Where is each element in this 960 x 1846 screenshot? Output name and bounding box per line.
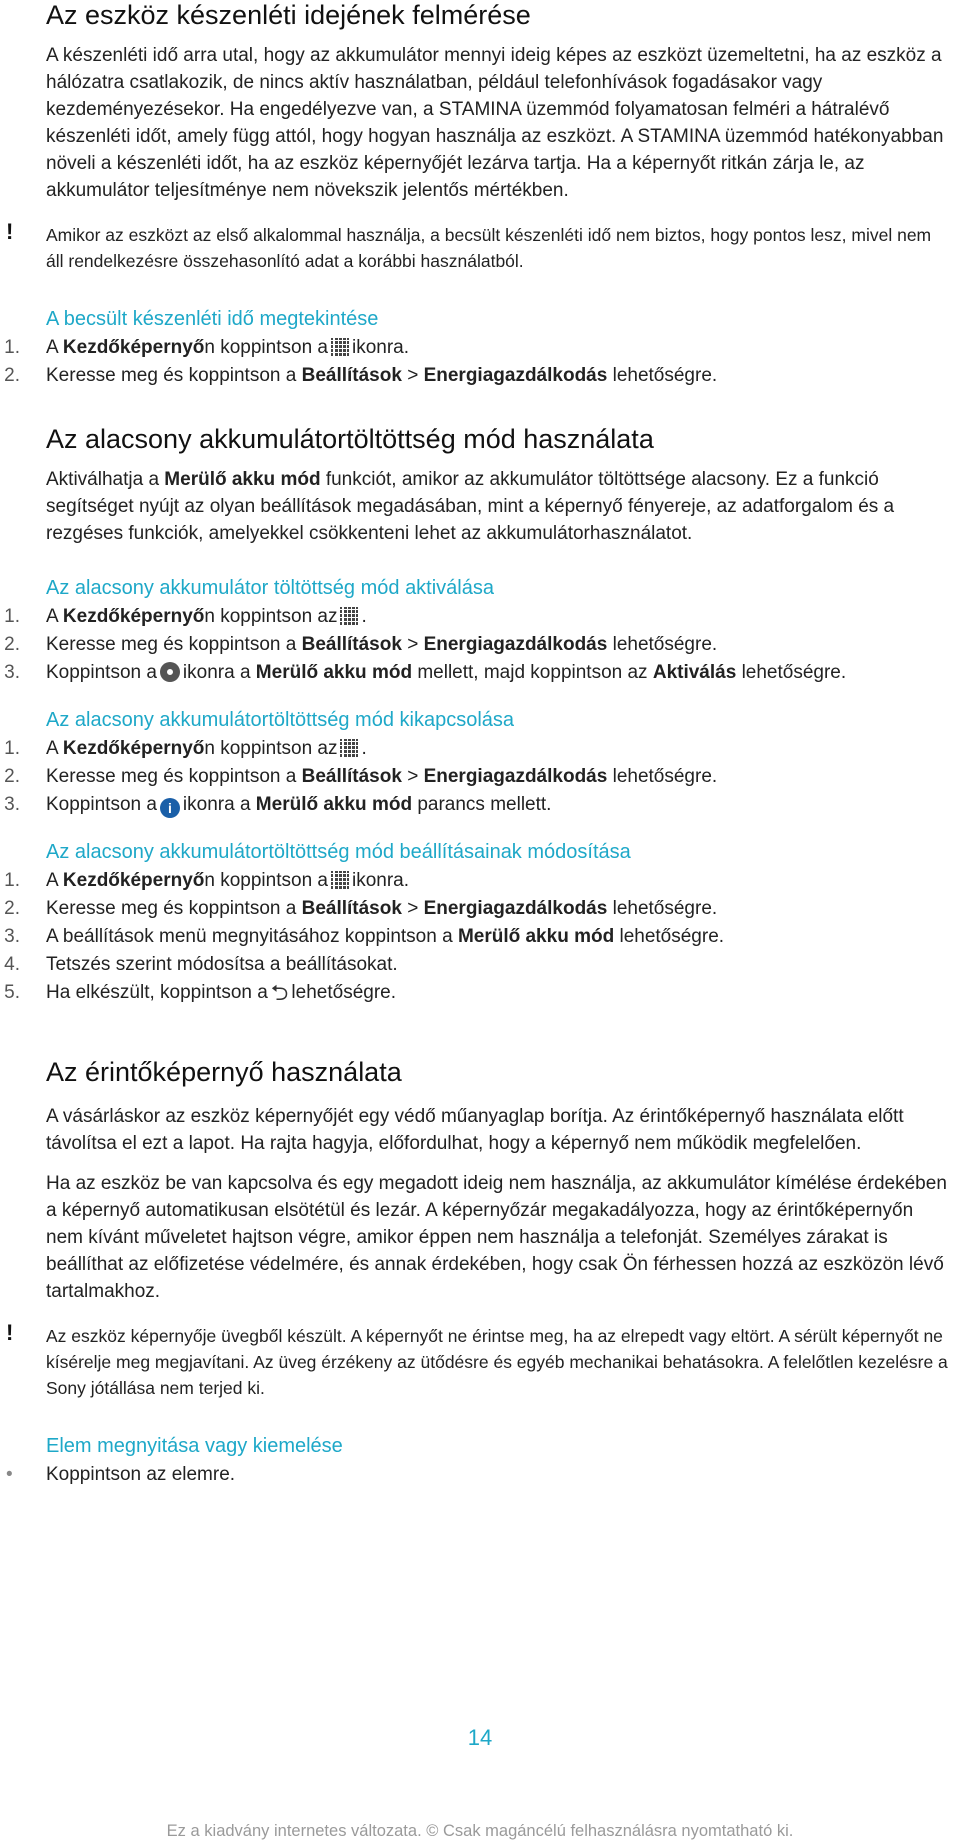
steps-activate: [4, 603, 951, 687]
apps-grid-icon: [340, 607, 358, 625]
apps-grid-icon: [331, 338, 349, 356]
touchscreen-paragraph-1: A vásárláskor az eszköz képernyőjét egy védő műanyaglap borítja. Az érintőképernyő használata előtt távolítsa el ezt a lapot. Ha rajta hagyja, előfordulhat, hogy a képernyő nem működik megfelelően.: [46, 1106, 904, 1154]
bullet-list: [6, 1461, 951, 1489]
step-item: 1. A Kezdőképernyőn koppintson az .: [4, 738, 367, 759]
step-item: 2. Keresse meg és koppintson a Beállítások > Energiagazdálkodás lehetőségre.: [4, 898, 718, 919]
warning-icon: !: [6, 219, 14, 244]
step-item: 3. Koppintson a ikonra a Merülő akku mód mellett, majd koppintson az Aktiválás lehetőségre.: [4, 662, 847, 683]
steps-deactivate: [4, 735, 951, 819]
standby-note-text: Amikor az eszközt az első alkalommal használja, a becsült készenléti idő nem biztos, hogy pontos lesz, mivel nem áll rendelkezésre összehasonlító adat a korábbi használatból.: [46, 225, 932, 271]
step-item: 3. A beállítások menü megnyitásához koppintson a Merülő akku mód lehetőségre.: [4, 926, 725, 947]
section-title-low-battery: Az alacsony akkumulátortöltöttség mód használata: [46, 424, 654, 454]
steps-view-standby: [4, 334, 951, 390]
touchscreen-paragraph-2: Ha az eszköz be van kapcsolva és egy megadott ideig nem használja, az akkumulátor kímélése érdekében a képernyő automatikusan elsötétül és lezár. A képernyőzár megakadályozza, hogy az érintőképernyőn nem kívánt műveletet hajtson végre, amikor éppen nem használja a telefonját. Személyes zárakat is beállíthat az előfizetése védelmére, és annak érdekében, hogy csak Ön férhessen hozzá az eszközön lévő tartalmakhoz.: [46, 1173, 947, 1302]
page-number: 14: [467, 1725, 493, 1750]
bullet-mark: •: [6, 1464, 13, 1485]
step-item: 1. A Kezdőképernyőn koppintson a ikonra.: [4, 337, 410, 358]
page-content: [4, 0, 951, 1489]
list-item: • Koppintson az elemre.: [46, 1461, 951, 1489]
standby-paragraph: A készenléti idő arra utal, hogy az akkumulátor mennyi ideig képes az eszközt üzemeltetni, ha az eszköz a hálózatra csatlakozik, de nincs aktív használatban, például telefonhívások fogadásakor vagy kezdeményezésekor. Ha engedélyezve van, a STAMINA üzemmód folyamatosan felméri a hátralévő készenléti időt, amely függ attól, hogy hogyan használja az eszközt. A STAMINA üzemmód hatékonyabban növeli a készenléti időt, ha az eszköz képernyőjét lezárva tartja. Ha a képernyőt ritkán zárja le, az akkumulátor teljesítménye nem növekszik jelentős mértékben.: [46, 45, 944, 201]
subsection-title-activate: Az alacsony akkumulátor töltöttség mód aktiválása: [46, 577, 494, 599]
back-arrow-icon: ⮌: [270, 980, 289, 1005]
step-item: 2. Keresse meg és koppintson a Beállítások > Energiagazdálkodás lehetőségre.: [4, 365, 718, 386]
warning-icon: !: [6, 1320, 14, 1345]
step-item: 3. Koppintson a i ikonra a Merülő akku mód parancs mellett.: [4, 794, 552, 816]
standby-note: [6, 219, 951, 274]
step-item: 2. Keresse meg és koppintson a Beállítások > Energiagazdálkodás lehetőségre.: [4, 766, 718, 787]
touchscreen-note-text: Az eszköz képernyője üvegből készült. A képernyőt ne érintse meg, ha az elrepedt vagy eltört. A sérült képernyőt ne kísérelje meg megjavítani. Az üveg érzékeny az ütődésre és egyéb mechanikai behatásokra. A felelőtlen kezelésre a Sony jótállása nem terjed ki.: [46, 1326, 948, 1398]
subsection-title-deactivate: Az alacsony akkumulátortöltöttség mód kikapcsolása: [46, 709, 515, 731]
apps-grid-icon: [331, 871, 349, 889]
steps-modify: [4, 867, 951, 1007]
step-item: 1. A Kezdőképernyőn koppintson az .: [4, 606, 367, 627]
section-title-touchscreen: Az érintőképernyő használata: [46, 1057, 402, 1087]
step-item: 4. Tetszés szerint módosítsa a beállításokat.: [4, 954, 398, 975]
section-title-standby: Az eszköz készenléti idejének felmérése: [46, 0, 531, 30]
settings-gear-icon: [160, 662, 180, 682]
step-item: 1. A Kezdőképernyőn koppintson a ikonra.: [4, 870, 410, 891]
subsection-title-modify: Az alacsony akkumulátortöltöttség mód beállításainak módosítása: [46, 841, 631, 863]
touchscreen-note: [6, 1320, 951, 1401]
subsection-title-open-item: Elem megnyitása vagy kiemelése: [46, 1435, 343, 1457]
info-icon: i: [160, 798, 180, 818]
subsection-title-view-standby: A becsült készenléti idő megtekintése: [46, 308, 379, 330]
apps-grid-icon: [340, 739, 358, 757]
page-footer: Ez a kiadvány internetes változata. © Csak magáncélú felhasználásra nyomtatható ki.: [166, 1822, 794, 1840]
step-item: 2. Keresse meg és koppintson a Beállítások > Energiagazdálkodás lehetőségre.: [4, 634, 718, 655]
step-item: 5. Ha elkészült, koppintson a ⮌ lehetőségre.: [4, 980, 396, 1005]
low-battery-paragraph: Aktiválhatja a Merülő akku mód funkciót, amikor az akkumulátor töltöttsége alacsony. Ez a funkció segítséget nyújt az olyan beállítások megadásában, mint a képernyő fényereje, az adatforgalom és a rezgéses funkciók, amelyekkel csökkenteni lehet az akkumulátorhasználatot.: [46, 469, 895, 544]
